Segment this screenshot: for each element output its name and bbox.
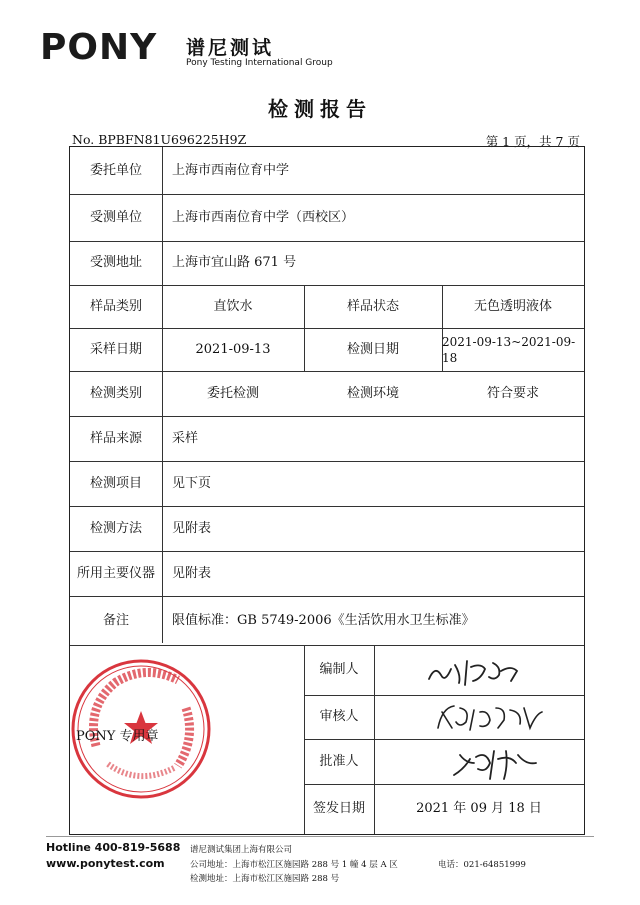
page-counter: 第 1 页，共 7 页 [485,134,580,149]
issue-date-label: 签发日期 [312,801,365,816]
approver-signature [448,745,558,783]
brand-name-cn: 谱尼测试 [186,37,275,59]
editor-label: 编制人 [319,662,359,677]
test-env-label: 检测环境 [346,385,399,401]
footer-company-address: 公司地址：上海市松江区施园路 288 号 1 幢 4 层 A 区 [190,860,398,870]
issue-date-value: 2021 年 09 月 18 日 [416,801,542,816]
approver-label: 批准人 [319,753,359,769]
sample-type-value: 直饮水 [213,298,253,314]
test-items-label: 检测项目 [89,475,142,491]
brand-name-en: Pony Testing International Group [186,58,333,68]
remark-label: 备注 [102,612,129,628]
reviewer-signature [430,700,570,736]
pony-logo-text: PONY [40,27,158,68]
test-type-label: 检测类别 [89,385,142,401]
hotline: Hotline 400-819-5688 [46,841,181,854]
reviewer-label: 审核人 [319,709,359,724]
document-title: 检测报告 [268,97,372,121]
test-items-value: 见下页 [172,475,212,491]
address-label: 受测地址 [89,255,142,270]
instrument-value: 见附表 [172,565,212,581]
stamp-caption: PONY 专用章 [76,729,159,744]
test-type-value: 委托检测 [206,385,259,401]
footer-lab-address: 检测地址：上海市松江区施园路 288 号 [190,874,340,884]
tested-unit-label: 受测单位 [89,209,142,225]
instrument-label: 所用主要仪器 [76,565,155,581]
test-date-label: 检测日期 [346,341,399,357]
editor-signature [415,653,555,691]
test-date-value: 2021-09-13~2021-09-18 [442,334,576,365]
remark-value: 限值标准：GB 5749-2006《生活饮用水卫生标准》 [172,612,475,628]
test-env-value: 符合要求 [486,385,539,401]
test-method-label: 检测方法 [89,520,142,536]
report-number: No. BPBFN81U696225H9Z [72,132,247,147]
footer-divider [46,836,594,837]
sample-state-value: 无色透明液体 [473,298,552,314]
footer-phone: 电话：021-64851999 [438,860,526,870]
sample-source-value: 采样 [172,430,199,446]
client-label: 委托单位 [89,162,142,178]
sampling-date-label: 采样日期 [89,341,142,357]
test-method-value: 见附表 [172,520,212,536]
sample-type-label: 样品类别 [89,298,142,314]
address-value: 上海市宜山路 671 号 [172,255,297,270]
website: www.ponytest.com [46,857,165,870]
sampling-date-value: 2021-09-13 [195,341,271,357]
sample-source-label: 样品来源 [89,430,142,446]
footer-company: 谱尼测试集团上海有限公司 [190,845,293,855]
tested-unit-value: 上海市西南位育中学（西校区） [172,209,355,225]
client-value: 上海市西南位育中学 [172,162,290,178]
sample-state-label: 样品状态 [346,298,399,314]
